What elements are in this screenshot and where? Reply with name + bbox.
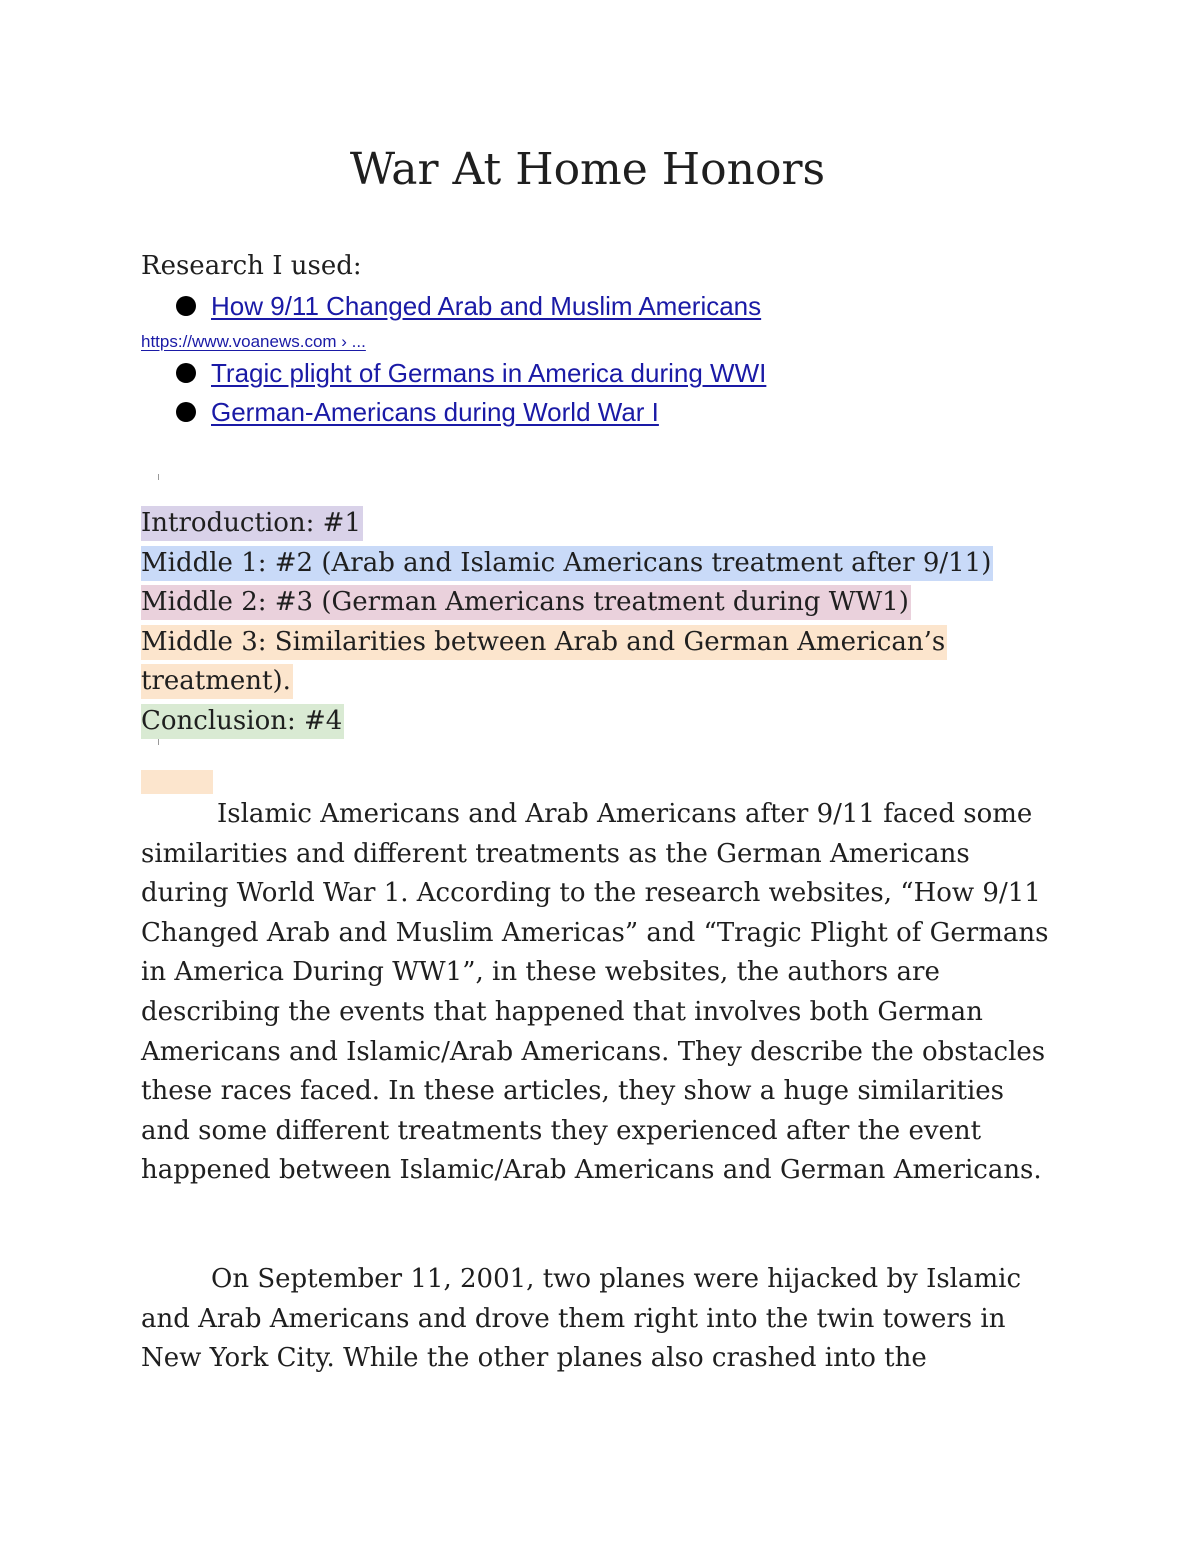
source-item xyxy=(176,395,659,429)
cursor-tick-mark xyxy=(158,739,159,745)
essay-paragraph-2 xyxy=(141,1260,1051,1379)
outline-line xyxy=(141,623,1041,663)
outline-middle-2: Middle 2: #3 (German Americans treatment during WW1) xyxy=(141,585,911,620)
outline-middle-1: Middle 1: #2 (Arab and Islamic Americans treatment after 9/11) xyxy=(141,546,993,581)
source-link-how-911-changed[interactable]: How 9/11 Changed Arab and Muslim Americans xyxy=(211,291,762,321)
outline-line xyxy=(141,544,1041,584)
paragraph-text: On September 11, 2001, two planes were hijacked by Islamic and Arab Americans and drove them right into the twin towers in New York City. While the other planes also crashed into the xyxy=(141,1264,1022,1374)
bullet-icon xyxy=(176,402,196,422)
essay-outline xyxy=(141,504,1041,741)
research-heading: Research I used: xyxy=(141,251,362,281)
paragraph-text: Islamic Americans and Arab Americans after 9/11 faced some similarities and different treatments as the German Americans during World War 1. According to the research websites, “How 9/11 Changed Arab and Muslim Americas” and “Tragic Plight of Germans in America During WW1”, in these websites, the authors are describing the events that happened that involves both German Americans and Islamic/Arab Americans. They describe the obstacles these races faced. In these articles, they show a huge similarities and some different treatments they experienced after the event happened between Islamic/Arab Americans and German Americans. xyxy=(141,799,1049,1186)
source-item xyxy=(176,289,761,323)
bullet-icon xyxy=(176,363,196,383)
outline-line xyxy=(141,583,1041,623)
source-url-link[interactable]: https://www.voanews.com › ... xyxy=(141,332,366,351)
outline-line xyxy=(141,662,1041,702)
source-link-german-americans-wwi[interactable]: German-Americans during World War I xyxy=(211,397,659,427)
outline-introduction: Introduction: #1 xyxy=(141,506,363,541)
essay-paragraph-1 xyxy=(141,795,1051,1191)
outline-line xyxy=(141,702,1041,742)
source-item xyxy=(176,356,766,390)
outline-conclusion: Conclusion: #4 xyxy=(141,704,344,739)
bullet-icon xyxy=(176,296,196,316)
document-title: War At Home Honors xyxy=(349,144,826,195)
source-link-tragic-plight[interactable]: Tragic plight of Germans in America during WWI xyxy=(211,358,767,388)
outline-middle-3-continued: treatment). xyxy=(141,664,293,699)
cursor-tick-mark xyxy=(158,474,159,480)
outline-middle-3: Middle 3: Similarities between Arab and German American’s xyxy=(141,625,947,660)
outline-line xyxy=(141,504,1041,544)
empty-highlight-block xyxy=(141,770,213,794)
